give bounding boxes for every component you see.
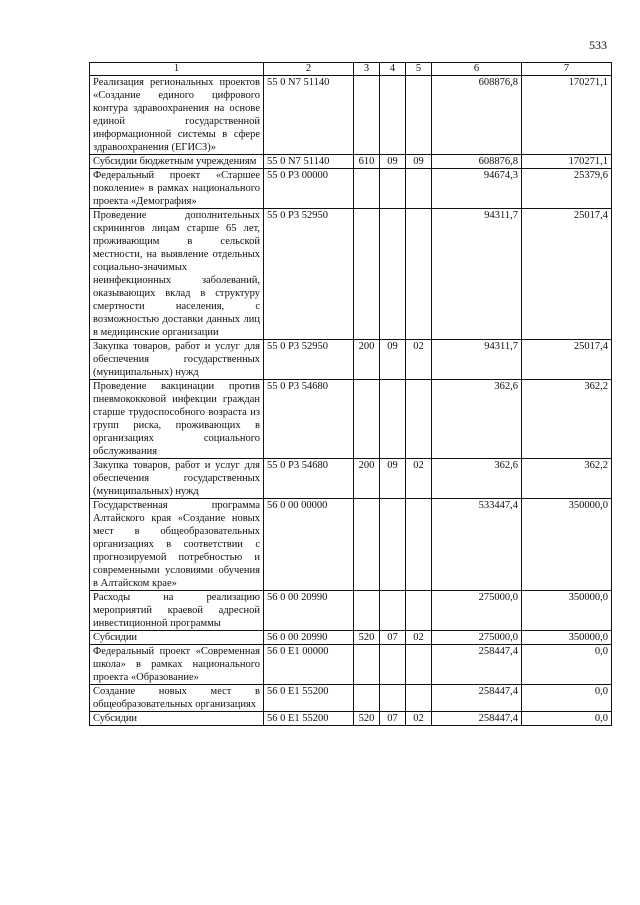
row-amount-1-cell: 362,6	[432, 380, 522, 459]
row-amount-2-cell: 350000,0	[522, 591, 612, 631]
row-rz-cell: 07	[380, 631, 406, 645]
table-row	[90, 340, 612, 380]
row-name-cell: Создание новых мест в общеобразовательных организациях	[90, 685, 264, 712]
row-vr-cell	[354, 591, 380, 631]
table-row	[90, 591, 612, 631]
row-pr-cell	[406, 380, 432, 459]
row-vr-cell	[354, 76, 380, 155]
row-amount-2-cell: 25017,4	[522, 340, 612, 380]
header-col-3: 3	[354, 63, 380, 76]
row-amount-1-cell: 608876,8	[432, 155, 522, 169]
row-name-cell: Субсидии	[90, 712, 264, 726]
row-amount-1-cell: 258447,4	[432, 685, 522, 712]
row-pr-cell: 02	[406, 459, 432, 499]
row-code-cell: 55 0 P3 54680	[264, 459, 354, 499]
table-row	[90, 685, 612, 712]
row-amount-1-cell: 258447,4	[432, 645, 522, 685]
row-amount-1-cell: 275000,0	[432, 591, 522, 631]
row-amount-2-cell: 170271,1	[522, 76, 612, 155]
row-pr-cell: 09	[406, 155, 432, 169]
header-col-6: 6	[432, 63, 522, 76]
row-rz-cell	[380, 209, 406, 340]
row-rz-cell	[380, 76, 406, 155]
table-row	[90, 76, 612, 155]
row-code-cell: 56 0 00 20990	[264, 591, 354, 631]
row-rz-cell	[380, 685, 406, 712]
row-amount-2-cell: 0,0	[522, 712, 612, 726]
row-code-cell: 56 0 E1 00000	[264, 645, 354, 685]
row-pr-cell	[406, 209, 432, 340]
row-vr-cell	[354, 645, 380, 685]
table-row	[90, 380, 612, 459]
row-amount-2-cell: 0,0	[522, 685, 612, 712]
row-name-cell: Государственная программа Алтайского края «Создание новых мест в общеобразовательных организациях в соответствии с прогнозируемой потребностью и современными условиями обучения в Алтайском крае»	[90, 499, 264, 591]
row-pr-cell: 02	[406, 340, 432, 380]
row-vr-cell: 200	[354, 459, 380, 499]
row-vr-cell	[354, 685, 380, 712]
table-row	[90, 645, 612, 685]
row-name-cell: Субсидии	[90, 631, 264, 645]
row-vr-cell	[354, 380, 380, 459]
header-col-2: 2	[264, 63, 354, 76]
row-vr-cell: 520	[354, 631, 380, 645]
row-code-cell: 55 0 N7 51140	[264, 155, 354, 169]
row-amount-1-cell: 275000,0	[432, 631, 522, 645]
row-code-cell: 56 0 00 20990	[264, 631, 354, 645]
row-rz-cell	[380, 645, 406, 685]
row-amount-2-cell: 25017,4	[522, 209, 612, 340]
row-amount-1-cell: 608876,8	[432, 76, 522, 155]
table-row	[90, 499, 612, 591]
row-name-cell: Расходы на реализацию мероприятий краевой адресной инвестиционной программы	[90, 591, 264, 631]
row-pr-cell	[406, 685, 432, 712]
row-rz-cell	[380, 591, 406, 631]
row-amount-1-cell: 94674,3	[432, 169, 522, 209]
table-row	[90, 209, 612, 340]
row-vr-cell	[354, 169, 380, 209]
row-amount-2-cell: 350000,0	[522, 499, 612, 591]
table-row	[90, 155, 612, 169]
row-pr-cell	[406, 499, 432, 591]
row-code-cell: 55 0 P3 52950	[264, 340, 354, 380]
row-vr-cell: 200	[354, 340, 380, 380]
header-col-1: 1	[90, 63, 264, 76]
row-vr-cell	[354, 209, 380, 340]
row-amount-2-cell: 0,0	[522, 645, 612, 685]
row-rz-cell: 09	[380, 340, 406, 380]
row-amount-2-cell: 25379,6	[522, 169, 612, 209]
row-code-cell: 56 0 00 00000	[264, 499, 354, 591]
table-row	[90, 631, 612, 645]
row-code-cell: 56 0 E1 55200	[264, 712, 354, 726]
row-amount-2-cell: 170271,1	[522, 155, 612, 169]
row-code-cell: 55 0 N7 51140	[264, 76, 354, 155]
row-pr-cell: 02	[406, 712, 432, 726]
row-code-cell: 55 0 P3 00000	[264, 169, 354, 209]
table-row	[90, 712, 612, 726]
row-vr-cell: 520	[354, 712, 380, 726]
row-name-cell: Проведение дополнительных скринингов лицам старше 65 лет, проживающим в сельской местности, на выявление отдельных социально-значимых неинфекционных заболеваний, оказывающих вклад в структуру смертности населения, с возможностью доставки данных лиц в медицинские организации	[90, 209, 264, 340]
table-body	[90, 76, 612, 726]
table-row	[90, 459, 612, 499]
row-amount-1-cell: 94311,7	[432, 340, 522, 380]
row-rz-cell: 09	[380, 459, 406, 499]
row-rz-cell: 09	[380, 155, 406, 169]
row-rz-cell	[380, 380, 406, 459]
budget-table	[89, 62, 612, 726]
row-amount-1-cell: 533447,4	[432, 499, 522, 591]
row-amount-1-cell: 94311,7	[432, 209, 522, 340]
row-name-cell: Реализация региональных проектов «Создание единого цифрового контура здравоохранения на основе единой государственной информационной системы в сфере здравоохранения (ЕГИСЗ)»	[90, 76, 264, 155]
row-pr-cell	[406, 645, 432, 685]
row-vr-cell	[354, 499, 380, 591]
row-name-cell: Проведение вакцинации против пневмококковой инфекции граждан старше трудоспособного возраста из групп риска, проживающих в организациях социального обслуживания	[90, 380, 264, 459]
row-name-cell: Закупка товаров, работ и услуг для обеспечения государственных (муниципальных) нужд	[90, 340, 264, 380]
table-row	[90, 169, 612, 209]
row-amount-1-cell: 362,6	[432, 459, 522, 499]
row-name-cell: Федеральный проект «Старшее поколение» в рамках национального проекта «Демография»	[90, 169, 264, 209]
row-code-cell: 55 0 P3 52950	[264, 209, 354, 340]
row-pr-cell: 02	[406, 631, 432, 645]
row-rz-cell	[380, 499, 406, 591]
header-col-4: 4	[380, 63, 406, 76]
row-amount-2-cell: 350000,0	[522, 631, 612, 645]
row-vr-cell: 610	[354, 155, 380, 169]
header-col-5: 5	[406, 63, 432, 76]
row-rz-cell	[380, 169, 406, 209]
header-row	[90, 63, 612, 76]
row-code-cell: 55 0 P3 54680	[264, 380, 354, 459]
row-pr-cell	[406, 169, 432, 209]
row-name-cell: Федеральный проект «Современная школа» в рамках национального проекта «Образование»	[90, 645, 264, 685]
row-amount-2-cell: 362,2	[522, 380, 612, 459]
header-col-7: 7	[522, 63, 612, 76]
row-amount-2-cell: 362,2	[522, 459, 612, 499]
page-number: 533	[589, 38, 607, 52]
row-pr-cell	[406, 76, 432, 155]
row-amount-1-cell: 258447,4	[432, 712, 522, 726]
row-pr-cell	[406, 591, 432, 631]
row-code-cell: 56 0 E1 55200	[264, 685, 354, 712]
row-name-cell: Закупка товаров, работ и услуг для обеспечения государственных (муниципальных) нужд	[90, 459, 264, 499]
row-name-cell: Субсидии бюджетным учреждениям	[90, 155, 264, 169]
row-rz-cell: 07	[380, 712, 406, 726]
